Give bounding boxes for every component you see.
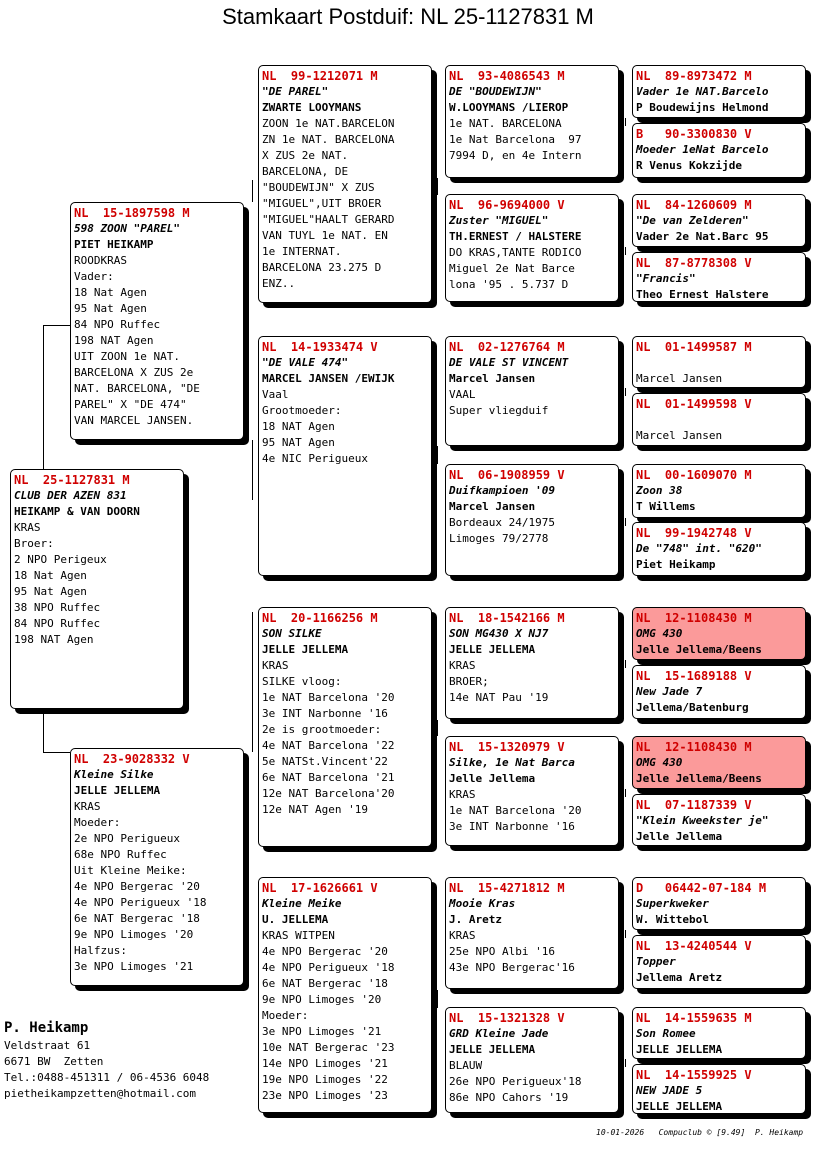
info-line: 84 NPO Ruffec — [14, 617, 101, 630]
pigeon-name: GRD Kleine Jade — [449, 1027, 549, 1040]
info-line: KRAS — [449, 788, 476, 801]
breeder-name: JELLE JELLEMA — [449, 1043, 536, 1056]
info-line: 25e NPO Albi '16 — [449, 945, 555, 958]
info-line: "BOUDEWIJN" X ZUS — [262, 181, 375, 194]
info-line: BARCELONA X ZUS 2e — [74, 366, 194, 379]
ring-number: NL 00-1609070 M — [636, 468, 752, 482]
info-line: 10e NAT Bergerac '23 — [262, 1041, 395, 1054]
pedigree-card-g11[interactable] — [632, 736, 806, 789]
pigeon-name: "De van Zelderen" — [636, 214, 749, 227]
info-line: 23e NPO Limoges '23 — [262, 1089, 388, 1102]
pedigree-card-g2[interactable] — [632, 123, 806, 178]
breeder-name: JELLE JELLEMA — [262, 643, 349, 656]
info-line: 9e NPO Limoges '20 — [262, 993, 382, 1006]
info-line: 2 NPO Perigeux — [14, 553, 107, 566]
breeder-name: Theo Ernest Halstere — [636, 288, 769, 301]
info-line: 95 Nat Agen — [14, 585, 87, 598]
info-line: 9e NPO Limoges '20 — [74, 928, 194, 941]
pedigree-card-g8[interactable] — [632, 522, 806, 576]
pigeon-name: NEW JADE 5 — [636, 1084, 703, 1097]
pedigree-card-fmm[interactable] — [445, 464, 619, 576]
ring-number: NL 17-1626661 V — [262, 881, 378, 895]
info-line: ENZ.. — [262, 277, 296, 290]
info-line: 18 Nat Agen — [74, 286, 147, 299]
footer-stamp: 10-01-2026 Compuclub © [9.49] P. Heikamp — [596, 1128, 804, 1137]
pedigree-card-g6[interactable] — [632, 393, 806, 446]
breeder-name: HEIKAMP & VAN DOORN — [14, 505, 140, 518]
ring-number: NL 12-1108430 M — [636, 611, 752, 625]
info-line: KRAS — [449, 929, 476, 942]
breeder-name: Jelle Jellema — [449, 772, 536, 785]
pigeon-name: 598 ZOON "PAREL" — [74, 222, 180, 235]
pigeon-name: Son Romee — [636, 1027, 696, 1040]
pedigree-card-father[interactable] — [70, 202, 244, 440]
info-line: 12e NAT Barcelona'20 — [262, 787, 395, 800]
pedigree-card-mf[interactable] — [258, 607, 432, 847]
ring-number: NL 89-8973472 M — [636, 69, 752, 83]
pigeon-name: Silke, 1e Nat Barca — [449, 756, 575, 769]
ring-number: NL 12-1108430 M — [636, 740, 752, 754]
breeder-name: Marcel Jansen — [449, 500, 536, 513]
owner-street: Veldstraat 61 — [4, 1039, 91, 1052]
info-line: KRAS — [262, 659, 289, 672]
breeder-name: W. Wittebol — [636, 913, 709, 926]
pigeon-name: SON SILKE — [262, 627, 322, 640]
pigeon-name: Superkweker — [636, 897, 709, 910]
info-line: UIT ZOON 1e NAT. — [74, 350, 180, 363]
pigeon-name: Zuster "MIGUEL" — [449, 214, 549, 227]
info-line: 4e NAT Barcelona '22 — [262, 739, 395, 752]
pedigree-card-ffm[interactable] — [445, 194, 619, 302]
info-line: ROODKRAS — [74, 254, 127, 267]
pigeon-name: OMG 430 — [636, 627, 683, 640]
info-line: 18 Nat Agen — [14, 569, 87, 582]
ring-number: NL 01-1499587 M — [636, 340, 752, 354]
info-line: VAAL — [449, 388, 476, 401]
info-line: 1e NAT Barcelona '20 — [262, 691, 395, 704]
info-line: 38 NPO Ruffec — [14, 601, 101, 614]
ring-number: NL 84-1260609 M — [636, 198, 752, 212]
info-line: 1e NAT. BARCELONA — [449, 117, 562, 130]
info-line: PAREL" X "DE 474" — [74, 398, 187, 411]
ring-number: NL 15-1897598 M — [74, 206, 190, 220]
breeder-name: Piet Heikamp — [636, 558, 716, 571]
breeder-name: T Willems — [636, 500, 696, 513]
breeder-name: Marcel Jansen — [449, 372, 536, 385]
info-line: ZN 1e NAT. BARCELONA — [262, 133, 395, 146]
info-line: 6e NAT Bergerac '18 — [262, 977, 388, 990]
info-line: 26e NPO Perigueux'18 — [449, 1075, 582, 1088]
info-line: 18 NAT Agen — [262, 420, 335, 433]
pigeon-name: Kleine Silke — [74, 768, 154, 781]
info-line: Moeder: — [262, 1009, 309, 1022]
pedigree-card-fm[interactable] — [258, 336, 432, 576]
info-line: Vader: — [74, 270, 114, 283]
pedigree-card-g16[interactable] — [632, 1064, 806, 1114]
pigeon-name — [636, 412, 802, 428]
pedigree-card-g15[interactable] — [632, 1007, 806, 1059]
pigeon-name: Moeder 1eNat Barcelo — [636, 143, 769, 156]
ring-number: NL 87-8778308 V — [636, 256, 752, 270]
info-line: SILKE vloog: — [262, 675, 342, 688]
pigeon-name: "Francis" — [636, 272, 696, 285]
info-line: VAN MARCEL JANSEN. — [74, 414, 194, 427]
info-line: VAN TUYL 1e NAT. EN — [262, 229, 388, 242]
breeder-name: Jellema Aretz — [636, 971, 723, 984]
info-line: 68e NPO Ruffec — [74, 848, 167, 861]
info-line: Vaal — [262, 388, 289, 401]
info-line: KRAS — [14, 521, 41, 534]
info-line: Uit Kleine Meike: — [74, 864, 187, 877]
info-line: 6e NAT Bergerac '18 — [74, 912, 200, 925]
breeder-name: JELLE JELLEMA — [74, 784, 161, 797]
ring-number: NL 99-1212071 M — [262, 69, 378, 83]
pedigree-card-g12[interactable] — [632, 794, 806, 846]
info-line: 1e NAT Barcelona '20 — [449, 804, 582, 817]
ring-number: NL 25-1127831 M — [14, 473, 130, 487]
info-line: 5e NATSt.Vincent'22 — [262, 755, 388, 768]
info-line: 1e Nat Barcelona 97 — [449, 133, 582, 146]
info-line: 14e NPO Limoges '21 — [262, 1057, 388, 1070]
ring-number: NL 15-4271812 M — [449, 881, 565, 895]
info-line: "MIGUEL"HAALT GERARD — [262, 213, 395, 226]
info-line: Grootmoeder: — [262, 404, 342, 417]
breeder-name: P Boudewijns Helmond — [636, 101, 769, 114]
owner-phone: Tel.:0488-451311 / 06-4536 6048 — [4, 1071, 210, 1084]
pedigree-card-mfm[interactable] — [445, 736, 619, 846]
pedigree-card-mmf[interactable] — [445, 877, 619, 989]
ring-number: NL 02-1276764 M — [449, 340, 565, 354]
breeder-name: Jelle Jellema/Beens — [636, 772, 762, 785]
breeder-name: Vader 2e Nat.Barc 95 — [636, 230, 769, 243]
breeder-name: Jelle Jellema/Beens — [636, 643, 762, 656]
pedigree-card-ff[interactable] — [258, 65, 432, 303]
info-line: 4e NPO Bergerac '20 — [262, 945, 388, 958]
ring-number: NL 23-9028332 V — [74, 752, 190, 766]
breeder-name: Marcel Jansen — [636, 429, 723, 442]
pigeon-name: DE VALE ST VINCENT — [449, 356, 569, 369]
pigeon-name: Kleine Meike — [262, 897, 342, 910]
info-line: 43e NPO Bergerac'16 — [449, 961, 575, 974]
pigeon-name: Mooie Kras — [449, 897, 516, 910]
breeder-name: R Venus Kokzijde — [636, 159, 742, 172]
breeder-name: JELLE JELLEMA — [636, 1100, 723, 1113]
info-line: 7994 D, en 4e Intern — [449, 149, 582, 162]
pigeon-name: De "748" int. "620" — [636, 542, 762, 555]
ring-number: NL 14-1559635 M — [636, 1011, 752, 1025]
pigeon-name: DE "BOUDEWIJN" — [449, 85, 542, 98]
pedigree-card-g9[interactable] — [632, 607, 806, 660]
info-line: 19e NPO Limoges '22 — [262, 1073, 388, 1086]
breeder-name: U. JELLEMA — [262, 913, 329, 926]
owner-name: P. Heikamp — [4, 1020, 89, 1036]
breeder-name: TH.ERNEST / HALSTERE — [449, 230, 582, 243]
breeder-name: JELLE JELLEMA — [636, 1043, 723, 1056]
info-line: Halfzus: — [74, 944, 127, 957]
ring-number: B 90-3300830 V — [636, 127, 752, 141]
pigeon-name: "DE PAREL" — [262, 85, 329, 98]
pigeon-name: Zoon 38 — [636, 484, 683, 497]
ring-number: NL 01-1499598 V — [636, 397, 752, 411]
breeder-name: JELLE JELLEMA — [449, 643, 536, 656]
info-line: BLAUW — [449, 1059, 483, 1072]
pigeon-name: Duifkampioen '09 — [449, 484, 555, 497]
info-line: lona '95 . 5.737 D — [449, 278, 569, 291]
ring-number: NL 93-4086543 M — [449, 69, 565, 83]
info-line: 2e NPO Perigueux — [74, 832, 180, 845]
pigeon-name: "DE VALE 474" — [262, 356, 349, 369]
pigeon-name: SON MG430 X NJ7 — [449, 627, 549, 640]
breeder-name: Jellema/Batenburg — [636, 701, 749, 714]
pigeon-name: OMG 430 — [636, 756, 683, 769]
pedigree-card-g7[interactable] — [632, 464, 806, 518]
info-line: Bordeaux 24/1975 — [449, 516, 555, 529]
breeder-name: PIET HEIKAMP — [74, 238, 154, 251]
ring-number: D 06442-07-184 M — [636, 881, 767, 895]
info-line: 86e NPO Cahors '19 — [449, 1091, 569, 1104]
info-line: Limoges 79/2778 — [449, 532, 549, 545]
info-line: 4e NPO Perigueux '18 — [262, 961, 395, 974]
ring-number: NL 15-1689188 V — [636, 669, 752, 683]
pedigree-card-g4[interactable] — [632, 252, 806, 302]
pedigree-card-g1[interactable] — [632, 65, 806, 118]
pigeon-name: Topper — [636, 955, 676, 968]
info-line: 4e NPO Perigueux '18 — [74, 896, 207, 909]
info-line: BARCELONA, DE — [262, 165, 349, 178]
info-line: KRAS WITPEN — [262, 929, 335, 942]
info-line: BARCELONA 23.275 D — [262, 261, 382, 274]
pedigree-card-subject[interactable] — [10, 469, 184, 709]
ring-number: NL 13-4240544 V — [636, 939, 752, 953]
info-line: 95 NAT Agen — [262, 436, 335, 449]
info-line: Super vliegduif — [449, 404, 549, 417]
owner-address-block — [4, 1018, 209, 1102]
ring-number: NL 15-1321328 V — [449, 1011, 565, 1025]
info-line: 95 Nat Agen — [74, 302, 147, 315]
info-line: Moeder: — [74, 816, 121, 829]
info-line: 6e NAT Barcelona '21 — [262, 771, 395, 784]
info-line: KRAS — [449, 659, 476, 672]
ring-number: NL 20-1166256 M — [262, 611, 378, 625]
owner-email[interactable]: pietheikampzetten@hotmail.com — [4, 1087, 197, 1100]
pedigree-card-g13[interactable] — [632, 877, 806, 930]
owner-city: 6671 BW Zetten — [4, 1055, 104, 1068]
info-line: 3e NPO Limoges '21 — [74, 960, 194, 973]
pedigree-card-fff[interactable] — [445, 65, 619, 178]
ring-number: NL 15-1320979 V — [449, 740, 565, 754]
ring-number: NL 99-1942748 V — [636, 526, 752, 540]
page-title: Stamkaart Postduif: NL 25-1127831 M — [222, 4, 594, 29]
breeder-name: MARCEL JANSEN /EWIJK — [262, 372, 395, 385]
breeder-name: ZWARTE LOOYMANS — [262, 101, 362, 114]
ring-number: NL 07-1187339 V — [636, 798, 752, 812]
breeder-name: J. Aretz — [449, 913, 502, 926]
info-line: 14e NAT Pau '19 — [449, 691, 549, 704]
info-line: 1e INTERNAT. — [262, 245, 342, 258]
ring-number: NL 18-1542166 M — [449, 611, 565, 625]
info-line: 84 NPO Ruffec — [74, 318, 161, 331]
info-line: 198 NAT Agen — [74, 334, 154, 347]
info-line: KRAS — [74, 800, 101, 813]
breeder-name: W.LOOYMANS /LIEROP — [449, 101, 569, 114]
info-line: 198 NAT Agen — [14, 633, 94, 646]
info-line: Miguel 2e Nat Barce — [449, 262, 575, 275]
info-line: ZOON 1e NAT.BARCELON — [262, 117, 395, 130]
info-line: 3e INT Narbonne '16 — [449, 820, 575, 833]
pedigree-card-mm[interactable] — [258, 877, 432, 1113]
info-line: NAT. BARCELONA, "DE — [74, 382, 200, 395]
info-line: 3e NPO Limoges '21 — [262, 1025, 382, 1038]
pedigree-card-fmf[interactable] — [445, 336, 619, 446]
ring-number: NL 96-9694000 V — [449, 198, 565, 212]
info-line: X ZUS 2e NAT. — [262, 149, 349, 162]
ring-number: NL 14-1559925 V — [636, 1068, 752, 1082]
pigeon-name: Vader 1e NAT.Barcelo — [636, 85, 769, 98]
pigeon-name: CLUB DER AZEN 831 — [14, 489, 127, 502]
ring-number: NL 14-1933474 V — [262, 340, 378, 354]
ring-number: NL 06-1908959 V — [449, 468, 565, 482]
pedigree-card-g5[interactable] — [632, 336, 806, 388]
info-line: 12e NAT Agen '19 — [262, 803, 368, 816]
info-line: 3e INT Narbonne '16 — [262, 707, 388, 720]
info-line: "MIGUEL",UIT BROER — [262, 197, 382, 210]
info-line: 4e NPO Bergerac '20 — [74, 880, 200, 893]
info-line: 4e NIC Perigueux — [262, 452, 368, 465]
breeder-name: Jelle Jellema — [636, 830, 723, 843]
info-line: Broer: — [14, 537, 54, 550]
info-line: 2e is grootmoeder: — [262, 723, 382, 736]
pigeon-name — [636, 355, 802, 371]
pedigree-card-mmm[interactable] — [445, 1007, 619, 1113]
info-line: BROER; — [449, 675, 489, 688]
breeder-name: Marcel Jansen — [636, 372, 723, 385]
pigeon-name: "Klein Kweekster je" — [636, 814, 769, 827]
pigeon-name: New Jade 7 — [636, 685, 703, 698]
pedigree-card-mff[interactable] — [445, 607, 619, 719]
info-line: DO KRAS,TANTE RODICO — [449, 246, 582, 259]
pedigree-card-g10[interactable] — [632, 665, 806, 719]
pedigree-card-mother[interactable] — [70, 748, 244, 986]
pedigree-card-g3[interactable] — [632, 194, 806, 247]
pedigree-card-g14[interactable] — [632, 935, 806, 989]
